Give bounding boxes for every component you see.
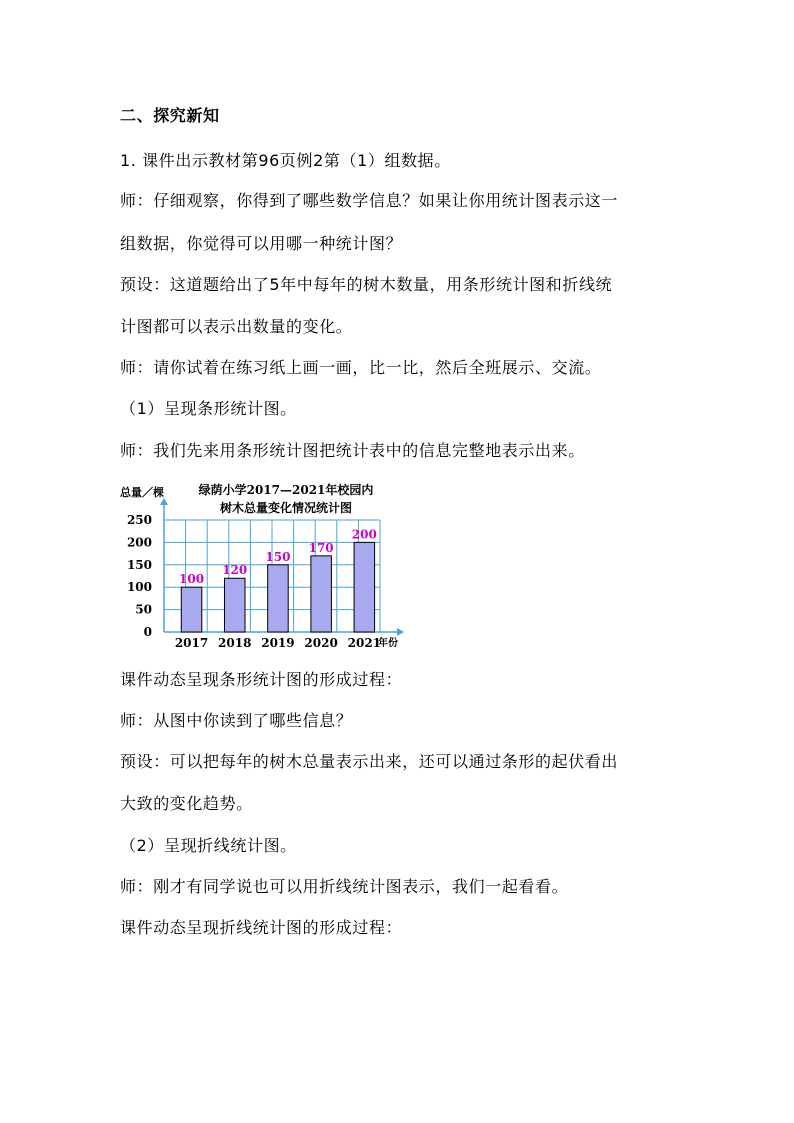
bar — [224, 578, 245, 632]
bar-value-label: 120 — [222, 563, 248, 578]
x-tick-label: 2017 — [174, 636, 209, 650]
bar — [354, 542, 375, 632]
y-tick-label: 250 — [126, 513, 152, 527]
paragraph-9-line-1: 预设：可以把每年的树木总量表示出来，还可以通过条形的起伏看出 — [120, 752, 619, 771]
paragraph-12: 课件动态呈现折线统计图的形成过程： — [120, 918, 403, 937]
x-tick-label: 2021 — [347, 636, 382, 650]
bar — [181, 587, 202, 632]
paragraph-11: 师：刚才有同学说也可以用折线统计图表示，我们一起看看。 — [120, 877, 569, 896]
bar-value-label: 150 — [265, 549, 291, 564]
bar-chart — [118, 478, 418, 654]
y-tick-label: 200 — [126, 535, 152, 550]
paragraph-1: 1. 课件出示教材第96页例2第（1）组数据。 — [120, 151, 451, 170]
chart-x-ticks — [175, 636, 381, 650]
chart-y-ticks — [127, 513, 152, 639]
paragraph-2-line-2: 组数据，你觉得可以用哪一种统计图？ — [120, 234, 403, 253]
paragraph-8: 师：从图中你读到了哪些信息？ — [120, 711, 353, 730]
section-title: 二、探究新知 — [120, 106, 220, 125]
paragraph-2-line-1: 师：仔细观察，你得到了哪些数学信息？如果让你用统计图表示这一 — [120, 191, 619, 210]
bar-value-label: 200 — [351, 527, 377, 542]
paragraph-4: 师：请你试着在练习纸上画一画，比一比，然后全班展示、交流。 — [120, 358, 602, 377]
bar-value-label: 100 — [179, 572, 205, 587]
y-axis-arrow — [160, 498, 168, 505]
paragraph-3-line-2: 计图都可以表示出数量的变化。 — [120, 317, 353, 336]
x-axis-arrow — [397, 628, 404, 636]
y-tick-label: 50 — [135, 602, 152, 617]
chart-title-line-2: 树木总量变化情况统计图 — [219, 501, 353, 515]
chart-title-line-1: 绿荫小学2017—2021年校园内 — [198, 483, 374, 497]
chart-y-label: 总量／棵 — [120, 486, 164, 499]
bar — [311, 556, 332, 632]
paragraph-10: （2）呈现折线统计图。 — [120, 836, 297, 855]
paragraph-9-line-2: 大致的变化趋势。 — [120, 794, 253, 813]
y-tick-label: 150 — [126, 557, 152, 572]
y-tick-label: 100 — [126, 580, 152, 595]
x-tick-label: 2018 — [218, 636, 252, 650]
bar — [268, 565, 289, 632]
bar-value-label: 170 — [308, 540, 334, 555]
x-tick-label: 2020 — [304, 636, 338, 650]
paragraph-5: （1）呈现条形统计图。 — [120, 399, 297, 418]
y-tick-label: 0 — [143, 625, 152, 639]
paragraph-7: 课件动态呈现条形统计图的形成过程： — [120, 670, 403, 689]
paragraph-3-line-1: 预设：这道题给出了5年中每年的树木数量，用条形统计图和折线统 — [120, 275, 613, 294]
x-tick-label: 2019 — [261, 636, 295, 650]
chart-x-label: 年份 — [378, 638, 398, 649]
paragraph-6: 师：我们先来用条形统计图把统计表中的信息完整地表示出来。 — [120, 441, 585, 460]
